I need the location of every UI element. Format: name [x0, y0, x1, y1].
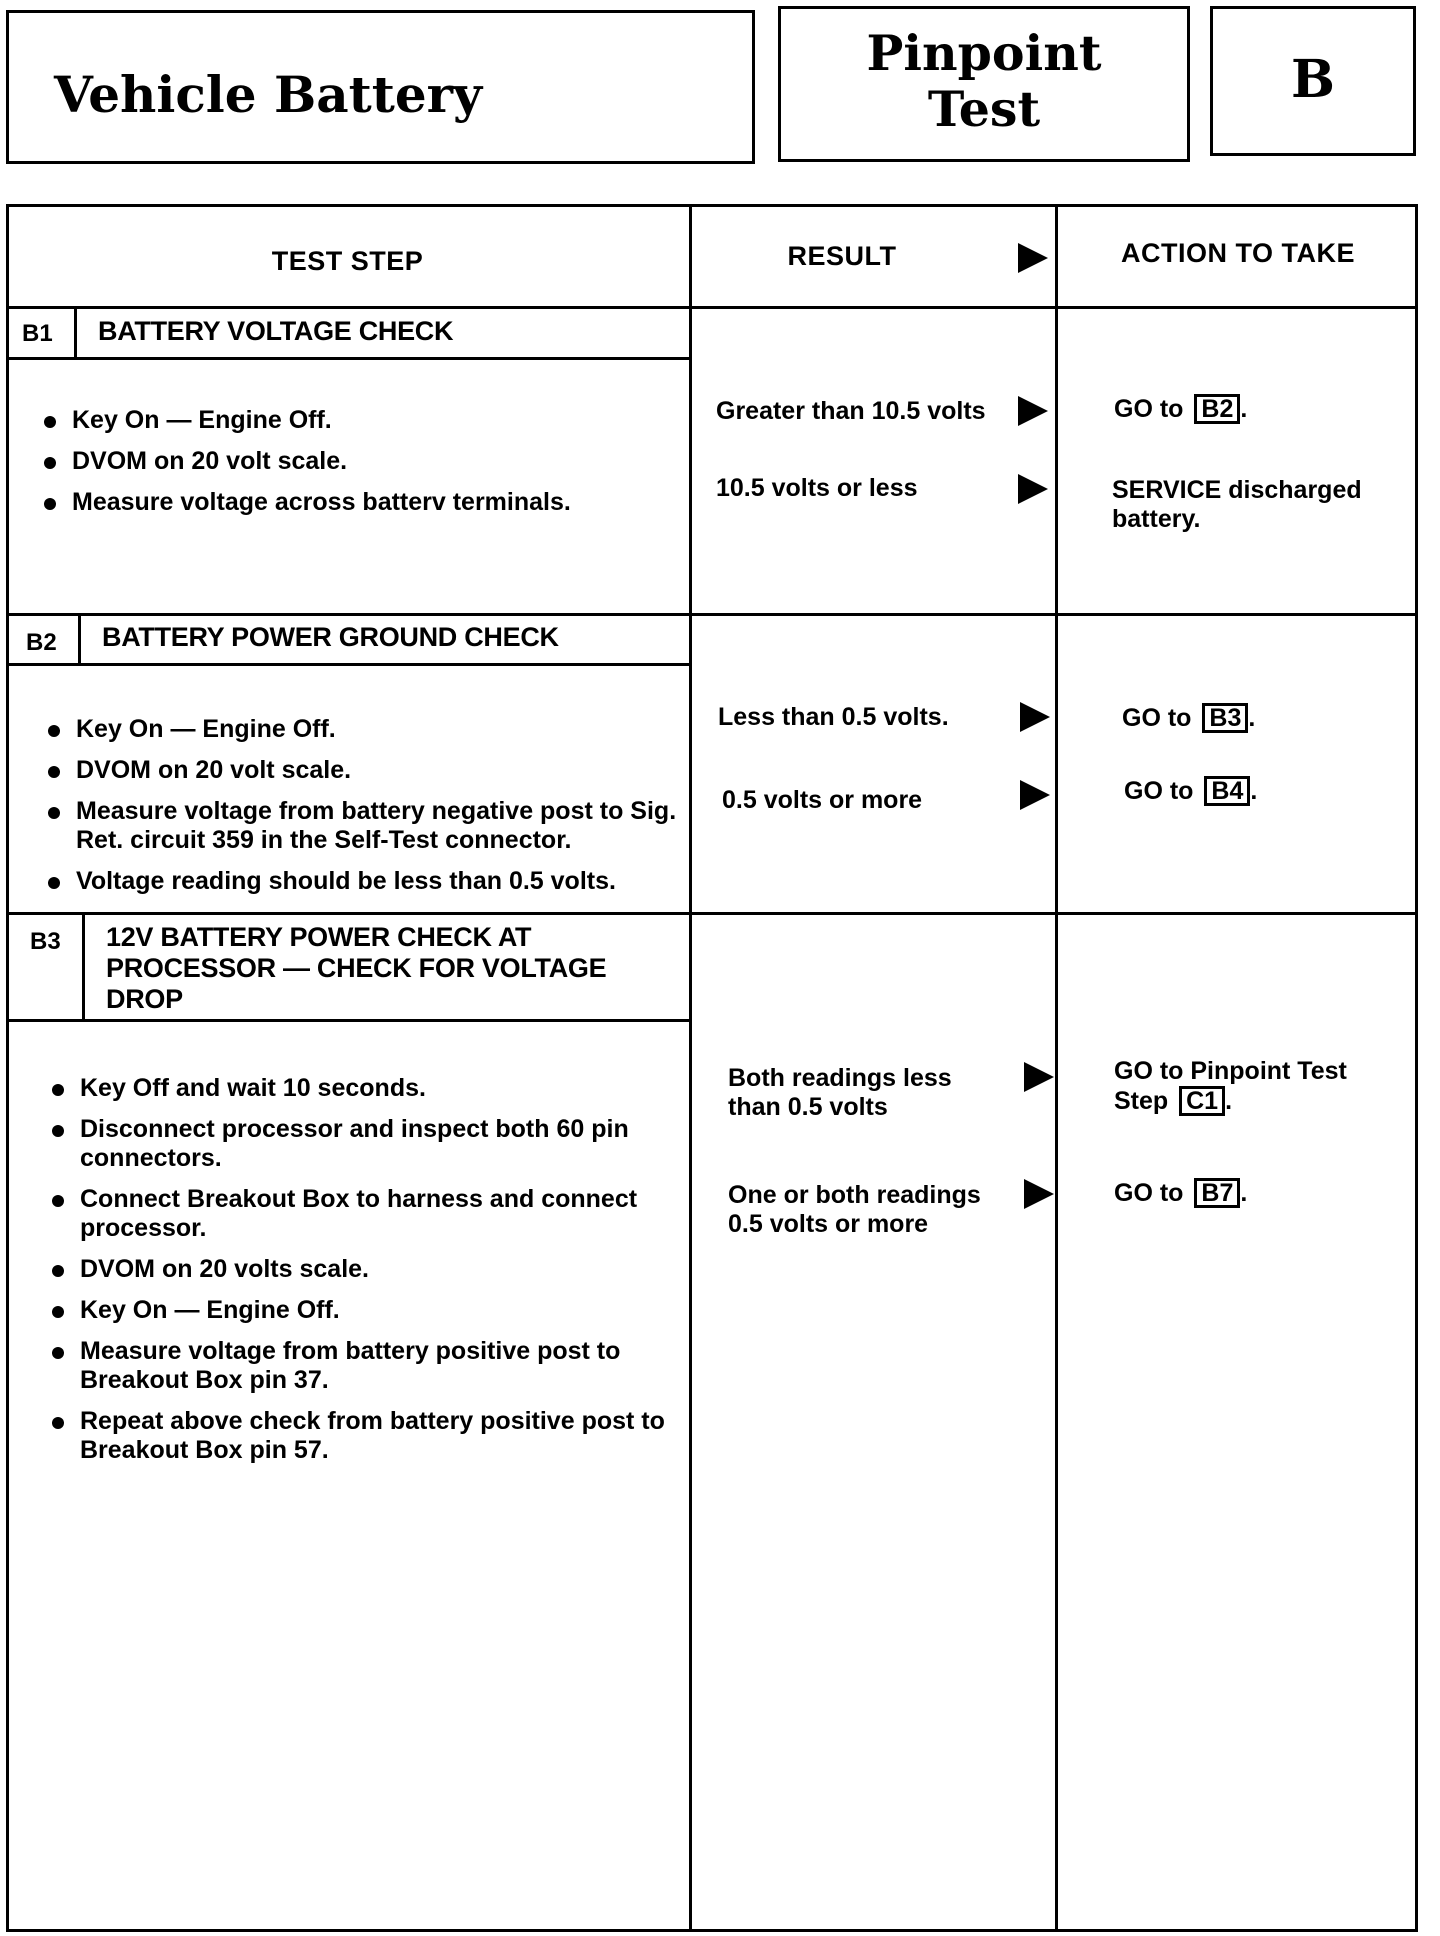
step-b2-action-2: [1124, 776, 1257, 806]
list-item: Key On — Engine Off.: [42, 715, 682, 744]
step-ref-b2[interactable]: B2: [1194, 394, 1240, 424]
pinpoint-test-label: [781, 25, 1187, 137]
list-item: Measure voltage from battery positive post to Breakout Box pin 37.: [46, 1337, 676, 1395]
list-item: DVOM on 20 volts scale.: [46, 1255, 676, 1284]
column-divider-2: [1055, 204, 1058, 1932]
step-b3-result-2: One or both readings 0.5 volts or more: [728, 1181, 981, 1238]
step-b1-id: B1: [22, 320, 53, 347]
list-item: Voltage reading should be less than 0.5 volts.: [42, 867, 682, 896]
step-b3-result-1: Both readings less than 0.5 volts: [728, 1064, 952, 1121]
step-b3-id: B3: [30, 928, 61, 955]
step-b2-bullets: [42, 715, 682, 908]
page-title: Vehicle Battery: [54, 65, 483, 124]
step-b2-result-2: 0.5 volts or more: [722, 786, 923, 814]
action-suffix: .: [1240, 395, 1248, 423]
action-text: GO to: [1114, 1179, 1191, 1207]
header-row-divider: [6, 306, 1418, 309]
step-b2-id: B2: [26, 629, 57, 656]
pinpoint-label: Pinpoint: [866, 24, 1102, 82]
action-text: GO to: [1124, 777, 1201, 805]
step-b1-result-1: Greater than 10.5 volts: [716, 397, 986, 425]
action-text: GO to: [1114, 395, 1191, 423]
step-ref-b7[interactable]: B7: [1194, 1178, 1240, 1208]
step-b1-action-1: [1114, 394, 1247, 424]
step-b3-title: 12V BATTERY POWER CHECK AT PROCESSOR — CHECK FOR VOLTAGE DROP: [106, 922, 607, 1014]
test-letter: B: [1291, 49, 1335, 110]
step-b3-result-2-arrow-icon: [1024, 1179, 1054, 1209]
step-b2-result-1: Less than 0.5 volts.: [718, 703, 949, 731]
column-header-test-step: TEST STEP: [271, 246, 424, 276]
list-item: Key Off and wait 10 seconds.: [46, 1074, 676, 1103]
step-ref-b4[interactable]: B4: [1204, 776, 1250, 806]
step-b1-result-2: 10.5 volts or less: [716, 474, 918, 502]
step-b1-id-divider: [74, 306, 77, 357]
result-header-arrow-icon: [1018, 243, 1048, 273]
list-item: Repeat above check from battery positive post to Breakout Box pin 57.: [46, 1407, 676, 1465]
step-b1-bullets: [38, 406, 678, 529]
step-b3-bullets: [46, 1074, 676, 1477]
step-b2-id-divider: [78, 613, 81, 663]
step-b3-id-divider: [82, 912, 85, 1019]
title-box: [6, 10, 755, 164]
step-b3-action-1: [1114, 1057, 1384, 1116]
step-ref-c1[interactable]: C1: [1179, 1086, 1225, 1116]
action-suffix: .: [1225, 1087, 1233, 1115]
list-item: DVOM on 20 volt scale.: [42, 756, 682, 785]
step-b1-divider: [6, 613, 1418, 616]
column-header-action: ACTION TO TAKE: [1121, 238, 1355, 268]
action-text: GO to Pinpoint Test Step: [1114, 1057, 1347, 1115]
column-header-result: RESULT: [787, 241, 897, 271]
step-b2-title-divider: [6, 663, 689, 666]
step-b1-title-divider: [6, 357, 689, 360]
step-b2-title: BATTERY POWER GROUND CHECK: [102, 622, 559, 652]
test-letter-box: [1210, 6, 1416, 156]
step-b2-divider: [6, 912, 1418, 915]
list-item: Key On — Engine Off.: [38, 406, 678, 435]
action-suffix: .: [1240, 1179, 1248, 1207]
test-label: Test: [927, 80, 1041, 138]
action-suffix: .: [1248, 704, 1256, 732]
step-b3-action-2: [1114, 1178, 1247, 1208]
column-divider-1: [689, 204, 692, 1932]
action-text: GO to: [1122, 704, 1199, 732]
step-b1-result-1-arrow-icon: [1018, 396, 1048, 426]
action-suffix: .: [1250, 777, 1258, 805]
list-item: Measure voltage from battery negative post to Sig. Ret. circuit 359 in the Self-Test connector.: [42, 797, 682, 855]
list-item: Disconnect processor and inspect both 60 pin connectors.: [46, 1115, 676, 1173]
list-item: Key On — Engine Off.: [46, 1296, 676, 1325]
list-item: Connect Breakout Box to harness and connect processor.: [46, 1185, 676, 1243]
pinpoint-test-box: [778, 6, 1190, 162]
step-b3-result-1-arrow-icon: [1024, 1062, 1054, 1092]
list-item: Measure voltage across batterv terminals.: [38, 488, 678, 517]
step-b2-action-1: [1122, 703, 1255, 733]
step-b1-action-2: SERVICE discharged battery.: [1112, 476, 1362, 533]
step-b1-title: BATTERY VOLTAGE CHECK: [98, 316, 454, 346]
list-item: DVOM on 20 volt scale.: [38, 447, 678, 476]
step-ref-b3[interactable]: B3: [1202, 703, 1248, 733]
step-b3-title-divider: [6, 1019, 689, 1022]
step-b1-result-2-arrow-icon: [1018, 474, 1048, 504]
step-b2-result-1-arrow-icon: [1020, 702, 1050, 732]
step-b2-result-2-arrow-icon: [1020, 780, 1050, 810]
